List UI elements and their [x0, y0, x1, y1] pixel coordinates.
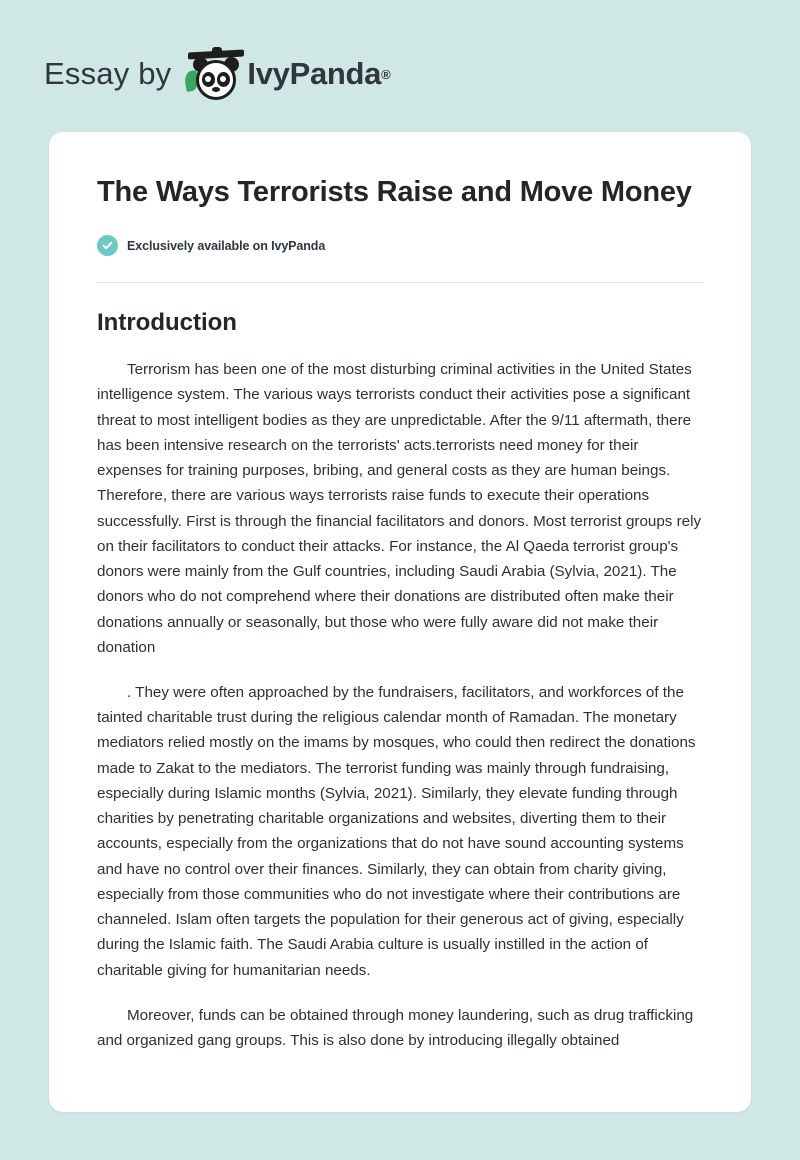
panda-graduation-logo-icon: [185, 45, 247, 103]
status-badge: Exclusively available on IvyPanda: [127, 238, 326, 253]
page-title: The Ways Terrorists Raise and Move Money: [97, 176, 692, 208]
body-paragraph: . They were often approached by the fundraisers, facilitators, and workforces of the tainted charitable trust during the religious calendar month of Ramadan. The monetary mediators relied mostly on the imams by mosques, who could then redirect the donations made to Zakat to the mediators. The terrorist funding was mainly through fundraising, especially during Islamic months (Sylvia, 2021). Similarly, they elevate funding through charities by penetrating charitable organizations and websites, diverting them to their accounts, especially from the organizations that do not have sound accounting systems and have no control over their finances. Similarly, they can obtain from charity giving, especially from those communities who do not investigate where their contributions are channeled. Islam often targets the population for their generous act of giving, especially during the Islamic faith. The Saudi Arabia culture is usually instilled in the action of charitable giving for humanitarian needs.: [97, 683, 696, 979]
body-paragraph: Terrorism has been one of the most disturbing criminal activities in the United States intelligence system. The various ways terrorists conduct their activities pose a significant threat to most intelligent bodies as they are unpredictable. After the 9/11 aftermath, there has been intensive research on the terrorists' acts.terrorists need money for their expenses for training purposes, bribing, and general costs as they are human beings. Therefore, there are various ways terrorists raise funds to execute their operations successfully. First is through the financial facilitators and donors. Most terrorist groups rely on their facilitators to conduct their attacks. For instance, the Al Qaeda terrorist group's donors were mainly from the Gulf countries, including Saudi Arabia (Sylvia, 2021). The donors who do not comprehend where their donations are distributed often make their donations annually or seasonally, but those who were fully aware did not make their donation: [97, 361, 702, 656]
check-circle-icon: [97, 235, 118, 256]
brand-logo[interactable]: [185, 45, 390, 103]
essay-card: [49, 132, 751, 1112]
site-header: [0, 0, 800, 110]
section-heading-introduction: Introduction: [97, 309, 237, 337]
body-paragraph: Moreover, funds can be obtained through money laundering, such as drug trafficking and organized gang groups. This is also done by introducing illegally obtained: [97, 1006, 694, 1050]
brand-name: IvyPanda: [247, 56, 382, 91]
essay-by-label: Essay by: [44, 56, 172, 91]
title-divider: [97, 282, 703, 283]
registered-trademark-symbol: ®: [381, 66, 391, 82]
exclusive-badge: [97, 235, 703, 256]
